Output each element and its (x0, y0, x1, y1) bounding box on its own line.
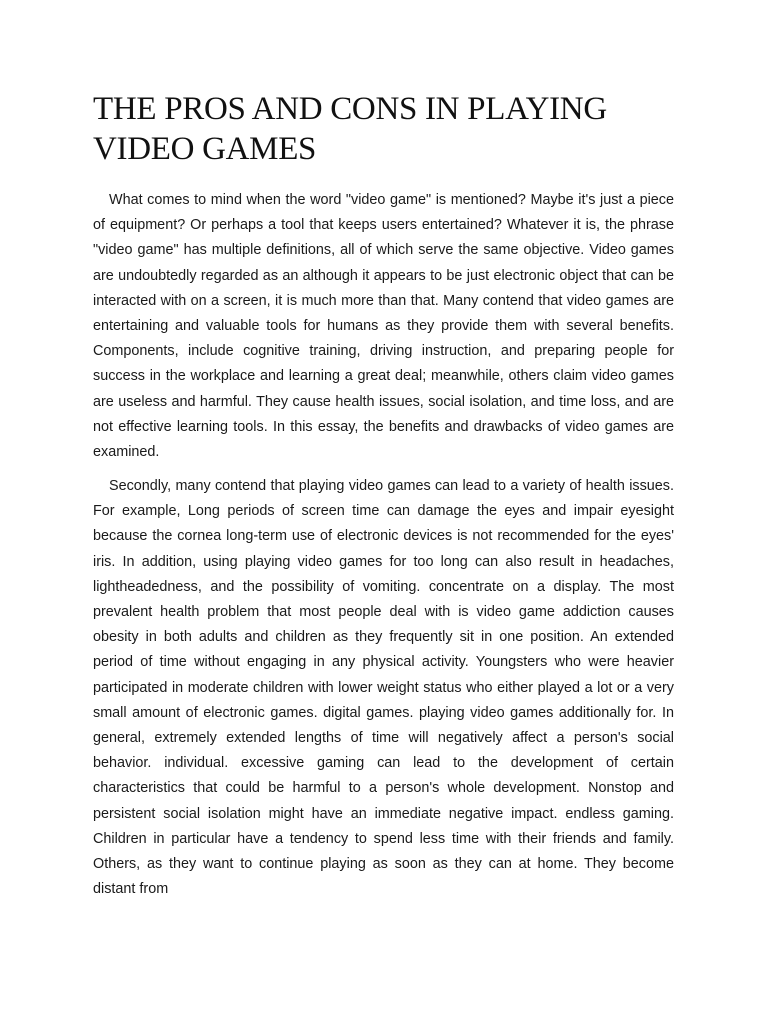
document-title: THE PROS AND CONS IN PLAYING VIDEO GAMES (93, 91, 607, 167)
paragraph-health-issues: Secondly, many contend that playing video games can lead to a variety of health issues. For example, Long periods of screen time can damage the eyes and impair eyesight because the cornea long-term use of electronic devices is not recommended for the eyes' iris. In addition, using playing video games for too long can also result in headaches, lightheadedness, and the possibility of vomiting. concentrate on a display. The most prevalent health problem that most people deal with is video game addiction causes obesity in both adults and children as they frequently sit in one position. An extended period of time without engaging in any physical activity. Youngsters who were heavier participated in moderate children with lower weight status who either played a lot or a very small amount of electronic games. digital games. playing video games additionally for. In general, extremely extended lengths of time will negatively affect a person's social behavior. individual. excessive gaming can lead to the development of certain characteristics that could be harmful to a person's whole development. Nonstop and persistent social isolation might have an immediate negative impact. endless gaming. Children in particular have a tendency to spend less time with their friends and family. Others, as they want to continue playing as soon as they can at home. They become distant from (93, 478, 674, 898)
paragraph-introduction: What comes to mind when the word "video game" is mentioned? Maybe it's just a piece of equipment? Or perhaps a tool that keeps users entertained? Whatever it is, the phrase "video game" has multiple definitions, all of which serve the same objective. Video games are undoubtedly regarded as an although it appears to be just electronic object that can be interacted with on a screen, it is much more than that. Many contend that video games are entertaining and valuable tools for humans as they provide them with several benefits. Components, include cognitive training, driving instruction, and preparing people for success in the workplace and learning a great deal; meanwhile, others claim video games are useless and harmful. They cause health issues, social isolation, and time loss, and are not effective learning tools. In this essay, the benefits and drawbacks of video games are examined. (93, 192, 674, 461)
